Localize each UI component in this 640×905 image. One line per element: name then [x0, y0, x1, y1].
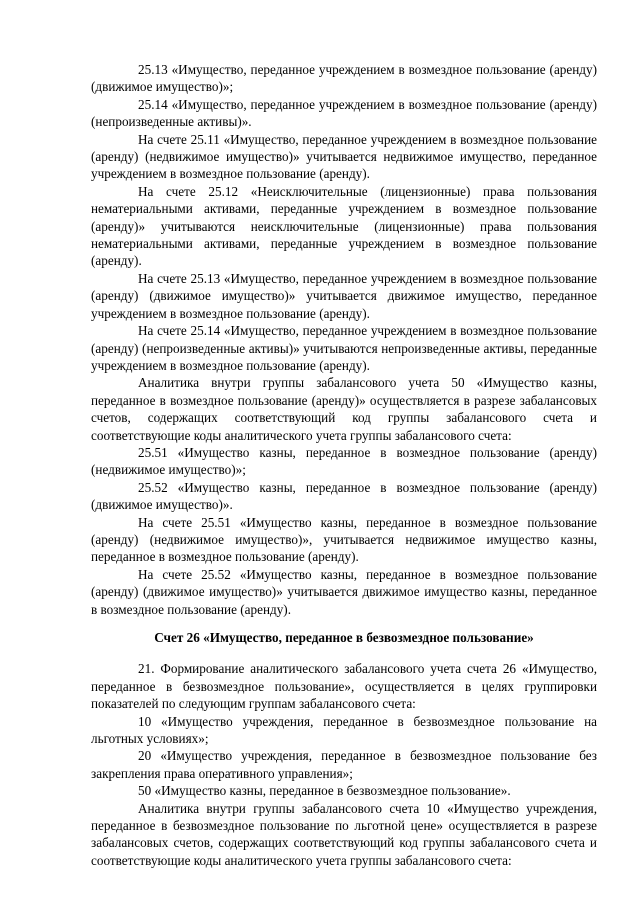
paragraph-group-20: 20 «Имущество учреждения, переданное в безвозмездное пользование без закрепления права оперативного управления»;: [91, 748, 597, 781]
paragraph-group-10-analytics: Аналитика внутри группы забалансового счета 10 «Имущество учреждения, переданное в безвозмездное пользование по льготной цене» осуществляется в разрезе забалансовых счетов, содержащих соответствующий код группы забалансового счета и соответствующие коды аналитического учета группы забалансового счета:: [91, 800, 597, 868]
paragraph-group-50: 50 «Имущество казны, переданное в безвозмездное пользование».: [138, 783, 511, 799]
paragraph-account-25-12: На счете 25.12 «Неисключительные (лицензионные) права пользования нематериальными активами, переданные учреждением в возмездное пользование (аренду)» учитываются неисключительные (лицензионные) права пользования нематериальными активами, переданные учреждением в возмездное пользование (аренду).: [91, 183, 597, 269]
paragraph-account-25-14: На счете 25.14 «Имущество, переданное учреждением в возмездное пользование (аренду) (непроизведенные активы)» учитываются непроизведенные активы, переданные учреждением в возмездное пользование (аренду).: [91, 323, 597, 373]
paragraph-25-52: 25.52 «Имущество казны, переданное в возмездное пользование (аренду) (движимое имущество)».: [91, 479, 597, 513]
paragraph-account-25-51: На счете 25.51 «Имущество казны, переданное в возмездное пользование (аренду) (недвижимое имущество)», учитывается недвижимое имущество казны, переданное в возмездное пользование (аренду).: [91, 514, 597, 565]
paragraph-25-13: 25.13 «Имущество, переданное учреждением в возмездное пользование (аренду) (движимое имущество)»;: [91, 62, 597, 95]
paragraph-account-25-52: На счете 25.52 «Имущество казны, переданное в возмездное пользование (аренду) (движимое имущество)» учитывается движимое имущество казны, переданное в возмездное пользование (аренду).: [91, 566, 597, 617]
paragraph-group-10: 10 «Имущество учреждения, переданное в безвозмездное пользование на льготных условиях»;: [91, 713, 597, 747]
paragraph-account-25-11: На счете 25.11 «Имущество, переданное учреждением в возмездное пользование (аренду) (недвижимое имущество)» учитывается недвижимое имущество, переданное учреждением в возмездное пользование (аренду).: [91, 131, 597, 182]
paragraph-25-51: 25.51 «Имущество казны, переданное в возмездное пользование (аренду) (недвижимое имущество)»;: [91, 444, 597, 478]
paragraph-25-14: 25.14 «Имущество, переданное учреждением в возмездное пользование (аренду) (непроизведенные активы)».: [91, 96, 597, 130]
document-body: [91, 61, 597, 869]
paragraph-group-50-analytics: Аналитика внутри группы забалансового учета 50 «Имущество казны, переданное в возмездное пользование (аренду)» осуществляется в разрезе забалансовых счетов, содержащих соответствующий код группы забалансового счета и соответствующие коды аналитического учета группы забалансового счета:: [91, 375, 597, 443]
paragraph-item-21: 21. Формирование аналитического забалансового учета счета 26 «Имущество, переданное в безвозмездное пользование», осуществляется в целях группировки показателей по следующим группам забалансового счета:: [91, 661, 597, 712]
paragraph-account-25-13: На счете 25.13 «Имущество, переданное учреждением в возмездное пользование (аренду) (движимое имущество)» учитывается движимое имущество, переданное учреждением в возмездное пользование (аренду).: [91, 270, 597, 321]
section-heading-account-26: Счет 26 «Имущество, переданное в безвозмездное пользование»: [154, 630, 534, 645]
